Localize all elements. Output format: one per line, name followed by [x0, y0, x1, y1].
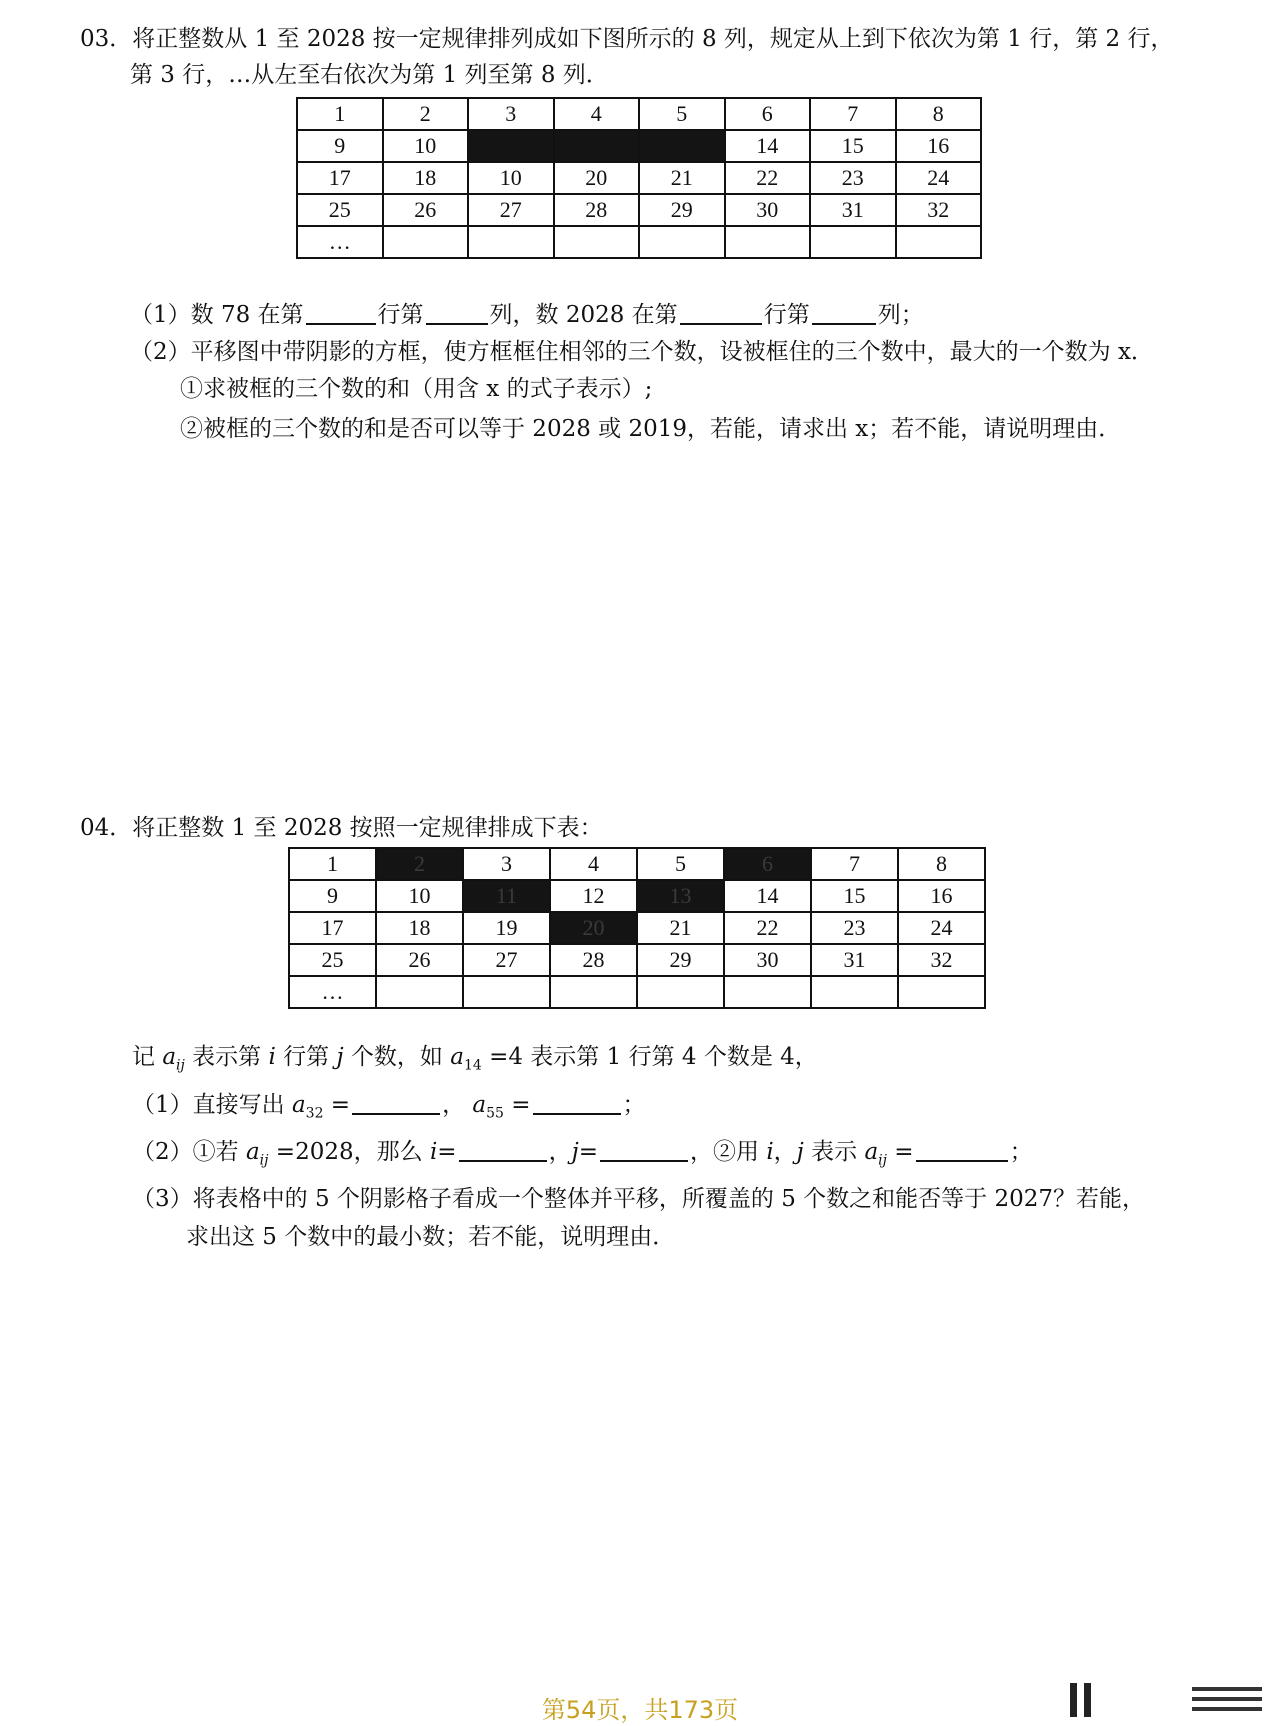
- part2-text: =: [886, 1139, 914, 1165]
- table-cell: 4: [554, 98, 640, 130]
- q03-number-table: [296, 97, 982, 259]
- table-cell: [463, 976, 550, 1008]
- table-row: [289, 944, 985, 976]
- table-cell: 28: [554, 194, 640, 226]
- answer-blank: [306, 301, 376, 325]
- q03-part2-sub1: ①求被框的三个数的和（用含 x 的式子表示）;: [180, 376, 653, 402]
- part1-sub: 55: [486, 1105, 504, 1122]
- q03-part1: [130, 300, 924, 330]
- note-text: 表示第: [184, 1044, 269, 1070]
- note-text: 记: [132, 1044, 163, 1070]
- q03-part1-text-c: 列，数 2028 在第: [489, 302, 678, 328]
- part2-var: i: [766, 1139, 774, 1165]
- table-cell: 19: [463, 912, 550, 944]
- table-cell: 1: [297, 98, 383, 130]
- q03-part1-text-e: 列；: [877, 302, 924, 328]
- table-cell: 21: [639, 162, 725, 194]
- table-row: [289, 880, 985, 912]
- q04-intro: 04．将正整数 1 至 2028 按照一定规律排成下表：: [80, 815, 603, 841]
- shaded-cell: [554, 130, 640, 162]
- table-row: [289, 912, 985, 944]
- table-cell: 3: [463, 848, 550, 880]
- table-cell: [896, 226, 982, 258]
- table-cell: 17: [297, 162, 383, 194]
- table-cell: [468, 226, 554, 258]
- part2-var: j: [796, 1139, 804, 1165]
- table-cell: [637, 976, 724, 1008]
- part2-text: =: [578, 1139, 598, 1165]
- table-cell: 16: [898, 880, 985, 912]
- table-cell: 6: [725, 98, 811, 130]
- part1-var: a: [472, 1092, 487, 1118]
- table-cell: 15: [810, 130, 896, 162]
- part2-text: ，: [773, 1139, 797, 1165]
- shaded-cell: 11: [463, 880, 550, 912]
- table-row: [289, 976, 985, 1008]
- note-text: =4 表示第 1 行第 4 个数是 4，: [481, 1044, 818, 1070]
- note-var: a: [162, 1044, 177, 1070]
- table-cell: 29: [639, 194, 725, 226]
- answer-blank: [812, 301, 876, 325]
- q04-notation: [132, 1042, 818, 1081]
- table-cell: [898, 976, 985, 1008]
- table-cell: 23: [810, 162, 896, 194]
- table-cell: 18: [383, 162, 469, 194]
- table-cell: 30: [725, 194, 811, 226]
- table-cell: 31: [811, 944, 898, 976]
- table-cell: 5: [637, 848, 724, 880]
- part1-sub: 32: [305, 1105, 324, 1122]
- note-var: j: [336, 1044, 344, 1070]
- note-sub: 14: [463, 1057, 482, 1074]
- answer-blank: [352, 1091, 440, 1115]
- q04-number-table: [288, 847, 986, 1009]
- table-row: [297, 194, 981, 226]
- table-cell: 30: [724, 944, 811, 976]
- table-cell: 1: [289, 848, 376, 880]
- part1-var: a: [291, 1092, 306, 1118]
- shaded-cell: 6: [724, 848, 811, 880]
- part1-text: =: [503, 1092, 531, 1118]
- note-text: 行第: [275, 1044, 337, 1070]
- table-row: [297, 226, 981, 258]
- table-cell: 5: [639, 98, 725, 130]
- table-cell: 16: [896, 130, 982, 162]
- shaded-cell: 13: [637, 880, 724, 912]
- table-cell: 10: [383, 130, 469, 162]
- table-cell: 9: [289, 880, 376, 912]
- q04-part3-line1: （3）将表格中的 5 个阴影格子看成一个整体并平移，所覆盖的 5 个数之和能否等于 2027？若能，: [132, 1186, 1145, 1212]
- q03-part1-text-d: 行第: [763, 302, 810, 328]
- q03-part2: （2）平移图中带阴影的方框，使方框框住相邻的三个数，设被框住的三个数中，最大的一个数为 x．: [130, 339, 1154, 365]
- table-cell: 27: [468, 194, 554, 226]
- table-cell: 28: [550, 944, 637, 976]
- table-cell: 23: [811, 912, 898, 944]
- table-cell: 32: [898, 944, 985, 976]
- table-cell: [810, 226, 896, 258]
- part1-text: =: [323, 1092, 351, 1118]
- shaded-cell: 20: [550, 912, 637, 944]
- table-cell: 17: [289, 912, 376, 944]
- part2-var: a: [245, 1139, 260, 1165]
- part2-var: i: [429, 1139, 438, 1165]
- table-cell: 27: [463, 944, 550, 976]
- answer-blank: [916, 1138, 1008, 1162]
- note-var: i: [268, 1044, 276, 1070]
- note-sub: ij: [176, 1057, 185, 1074]
- table-cell: 7: [810, 98, 896, 130]
- q04-part1: [132, 1090, 646, 1129]
- table-cell: 14: [724, 880, 811, 912]
- table-cell: [725, 226, 811, 258]
- table-cell: [811, 976, 898, 1008]
- answer-blank: [426, 301, 488, 325]
- shaded-cell: [468, 130, 554, 162]
- table-cell: 25: [289, 944, 376, 976]
- q04-part3-line2: 求出这 5 个数中的最小数；若不能，说明理由．: [186, 1224, 676, 1250]
- table-cell: 8: [896, 98, 982, 130]
- table-cell: 12: [550, 880, 637, 912]
- part2-sub: ij: [878, 1152, 887, 1169]
- q04-part2: （2）①若 $a_{ij} =2028$，那么 i= ，j= ，②用 i，j 表示 $a_{ij}$ = ；: [132, 1139, 1033, 1169]
- answer-blank: [533, 1091, 621, 1115]
- part1-text: ；: [622, 1092, 646, 1118]
- table-cell: 10: [376, 880, 463, 912]
- table-cell: 10: [468, 162, 554, 194]
- table-cell: 25: [297, 194, 383, 226]
- table-cell: [383, 226, 469, 258]
- table-cell: 15: [811, 880, 898, 912]
- answer-blank: [680, 301, 762, 325]
- part2-var: j: [571, 1139, 579, 1165]
- note-text: 个数，如: [343, 1044, 451, 1070]
- q03-part1-text-b: 行第: [377, 302, 424, 328]
- table-cell: 4: [550, 848, 637, 880]
- part2-text: =2028，那么: [268, 1139, 430, 1165]
- table-cell: 24: [896, 162, 982, 194]
- table-cell: 14: [725, 130, 811, 162]
- table-cell: 26: [376, 944, 463, 976]
- part1-text: ，: [442, 1092, 473, 1118]
- page-indicator: 第54页，共173页: [541, 1696, 739, 1724]
- part2-text: ，②用: [690, 1139, 767, 1165]
- table-cell: 21: [637, 912, 724, 944]
- q03-intro-line2: 第 3 行，…从左至右依次为第 1 列至第 8 列．: [130, 62, 609, 88]
- table-cell: 7: [811, 848, 898, 880]
- shaded-cell: [639, 130, 725, 162]
- part2-text: 表示: [803, 1139, 865, 1165]
- table-cell: [554, 226, 640, 258]
- table-row: [297, 162, 981, 194]
- table-cell: 22: [724, 912, 811, 944]
- table-cell: 20: [554, 162, 640, 194]
- table-cell: 2: [383, 98, 469, 130]
- table-cell: 26: [383, 194, 469, 226]
- q03-part1-text-a: （1）数 78 在第: [130, 302, 304, 328]
- q03-intro-line1: 03．将正整数从 1 至 2028 按一定规律排列成如下图所示的 8 列，规定从上到下依次为第 1 行，第 2 行，: [80, 26, 1174, 52]
- table-cell: …: [289, 976, 376, 1008]
- note-var: a: [450, 1044, 464, 1070]
- table-cell: [376, 976, 463, 1008]
- table-row: [297, 130, 981, 162]
- table-cell: …: [297, 226, 383, 258]
- part2-sub: ij: [259, 1152, 269, 1169]
- table-row: [297, 98, 981, 130]
- table-cell: 32: [896, 194, 982, 226]
- table-cell: 9: [297, 130, 383, 162]
- table-cell: 24: [898, 912, 985, 944]
- shaded-cell: 2: [376, 848, 463, 880]
- table-cell: 31: [810, 194, 896, 226]
- part1-text: （1）直接写出: [132, 1092, 292, 1118]
- answer-blank: [459, 1138, 547, 1162]
- part2-var: a: [864, 1139, 879, 1165]
- table-cell: 22: [725, 162, 811, 194]
- q03-part2-sub2: ②被框的三个数的和是否可以等于 2028 或 2019，若能，请求出 x；若不能，请说明理由．: [180, 416, 1122, 442]
- table-cell: 18: [376, 912, 463, 944]
- table-cell: 29: [637, 944, 724, 976]
- table-row: [289, 848, 985, 880]
- table-cell: 3: [468, 98, 554, 130]
- table-cell: [550, 976, 637, 1008]
- part2-text: =: [437, 1139, 457, 1165]
- answer-blank: [600, 1138, 688, 1162]
- scroll-handle-icon[interactable]: [1060, 1681, 1270, 1719]
- table-cell: [639, 226, 725, 258]
- table-cell: 8: [898, 848, 985, 880]
- part2-text: ；: [1009, 1139, 1033, 1165]
- table-cell: [724, 976, 811, 1008]
- part2-text: （2）①若: [132, 1139, 246, 1165]
